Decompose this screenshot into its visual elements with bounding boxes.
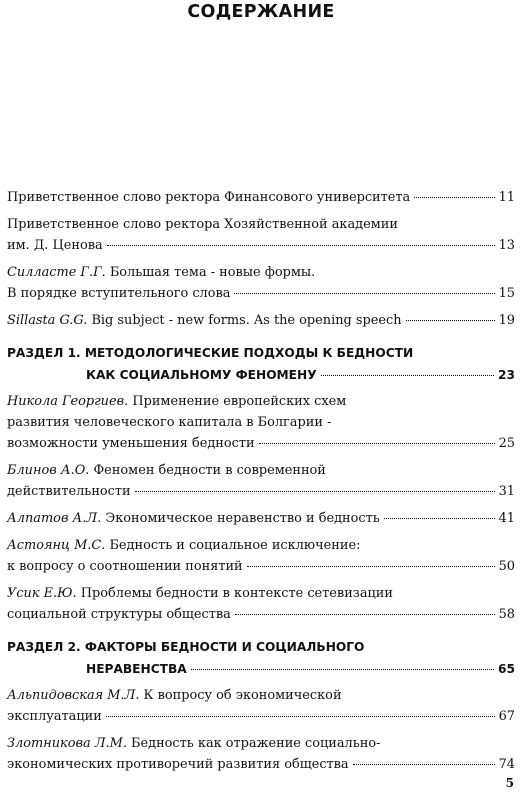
toc-page-number: 41 bbox=[498, 511, 515, 526]
toc-entry-title-line: социальной структуры общества bbox=[7, 607, 231, 622]
toc-entry-sillasta-en[interactable] bbox=[7, 310, 515, 331]
toc-author: Усик Е.Ю. bbox=[7, 586, 77, 601]
page-title: СОДЕРЖАНИЕ bbox=[187, 2, 335, 22]
toc-entry-title-line: действительности bbox=[7, 484, 131, 499]
toc-entry-title: Приветственное слово ректора Финансового университета bbox=[7, 190, 411, 205]
toc-entry-title-line: эксплуатации bbox=[7, 709, 102, 724]
toc-entry-alpidovskaya[interactable] bbox=[7, 685, 515, 727]
toc-author: Злотникова Л.М. bbox=[7, 736, 127, 751]
toc-author: Астоянц М.С. bbox=[7, 538, 106, 553]
leader-dots bbox=[106, 715, 495, 717]
toc-entry-title-line: Бедность и социальное исключение: bbox=[109, 538, 361, 553]
section-heading-line: НЕРАВЕНСТВА bbox=[86, 662, 187, 676]
toc-entry-title: Экономическое неравенство и бедность bbox=[105, 511, 380, 526]
toc-entry-title-line: Применение европейских схем bbox=[132, 394, 347, 409]
toc-author: Алпатов А.Л. bbox=[7, 511, 102, 526]
toc-entry-title-line: Приветственное слово ректора Хозяйственной академии bbox=[7, 217, 398, 232]
leader-dots bbox=[414, 196, 494, 198]
toc-author: Sillasta G.G. bbox=[7, 313, 88, 328]
section-heading-line: РАЗДЕЛ 2. ФАКТОРЫ БЕДНОСТИ И СОЦИАЛЬНОГО bbox=[7, 640, 365, 654]
toc-section-2[interactable] bbox=[7, 636, 515, 680]
toc-entry-title-line: Большая тема - новые формы. bbox=[109, 265, 316, 280]
toc-entry-title-line: К вопросу об экономической bbox=[143, 688, 342, 703]
toc-author: Никола Георгиев. bbox=[7, 394, 129, 409]
leader-dots bbox=[235, 613, 495, 615]
toc-author: Силласте Г.Г. bbox=[7, 265, 106, 280]
toc-page-number: 67 bbox=[498, 709, 515, 724]
toc-entry-welcome-econ-academy[interactable] bbox=[7, 214, 515, 256]
leader-dots bbox=[406, 319, 495, 321]
toc-page-number: 19 bbox=[498, 313, 515, 328]
toc-entry-title-line: Бедность как отражение социально- bbox=[131, 736, 381, 751]
toc-page-number: 65 bbox=[498, 662, 515, 676]
toc-section-1[interactable] bbox=[7, 342, 515, 386]
section-heading-line: КАК СОЦИАЛЬНОМУ ФЕНОМЕНУ bbox=[86, 368, 317, 382]
toc-entry-sillaste-ru[interactable] bbox=[7, 262, 515, 304]
section-heading-line: РАЗДЕЛ 1. МЕТОДОЛОГИЧЕСКИЕ ПОДХОДЫ К БЕДНОСТИ bbox=[7, 346, 414, 360]
leader-dots bbox=[259, 442, 495, 444]
toc-entry-alpatov[interactable] bbox=[7, 508, 515, 529]
toc-entry-title-line: им. Д. Ценова bbox=[7, 238, 103, 253]
toc-entry-title-line: Проблемы бедности в контексте сетевизации bbox=[80, 586, 393, 601]
toc-entry-astoyants[interactable] bbox=[7, 535, 515, 577]
toc-page-number: 50 bbox=[498, 559, 515, 574]
toc-page-number: 25 bbox=[498, 436, 515, 451]
page-number: 5 bbox=[505, 776, 514, 790]
toc-entry-usik[interactable] bbox=[7, 583, 515, 625]
toc-entry-georgiev[interactable] bbox=[7, 391, 515, 454]
toc-entry-title: Big subject - new forms. As the opening speech bbox=[91, 313, 402, 328]
toc-page-number: 58 bbox=[498, 607, 515, 622]
toc-page-number: 23 bbox=[498, 368, 515, 382]
leader-dots bbox=[107, 244, 495, 246]
leader-dots bbox=[321, 374, 494, 376]
toc-entry-blinov[interactable] bbox=[7, 460, 515, 502]
toc-page-number: 11 bbox=[498, 190, 515, 205]
toc-author: Альпидовская М.Л. bbox=[7, 688, 140, 703]
leader-dots bbox=[353, 763, 495, 765]
toc-entry-zlotnikova[interactable] bbox=[7, 733, 515, 775]
toc-page-number: 15 bbox=[498, 286, 515, 301]
leader-dots bbox=[384, 517, 495, 519]
table-of-contents bbox=[7, 187, 515, 781]
toc-entry-welcome-fin-univ[interactable] bbox=[7, 187, 515, 208]
toc-entry-title-line: развития человеческого капитала в Болгарии - bbox=[7, 415, 332, 430]
toc-author: Блинов А.О. bbox=[7, 463, 90, 478]
leader-dots bbox=[247, 565, 495, 567]
leader-dots bbox=[135, 490, 495, 492]
toc-entry-title-line: возможности уменьшения бедности bbox=[7, 436, 255, 451]
toc-entry-title-line: В порядке вступительного слова bbox=[7, 286, 231, 301]
toc-page-number: 74 bbox=[498, 757, 515, 772]
toc-page-number: 13 bbox=[498, 238, 515, 253]
leader-dots bbox=[191, 668, 494, 670]
toc-entry-title-line: экономических противоречий развития общества bbox=[7, 757, 349, 772]
toc-entry-title-line: к вопросу о соотношении понятий bbox=[7, 559, 243, 574]
leader-dots bbox=[234, 292, 494, 294]
toc-page-number: 31 bbox=[498, 484, 515, 499]
toc-entry-title-line: Феномен бедности в современной bbox=[93, 463, 326, 478]
